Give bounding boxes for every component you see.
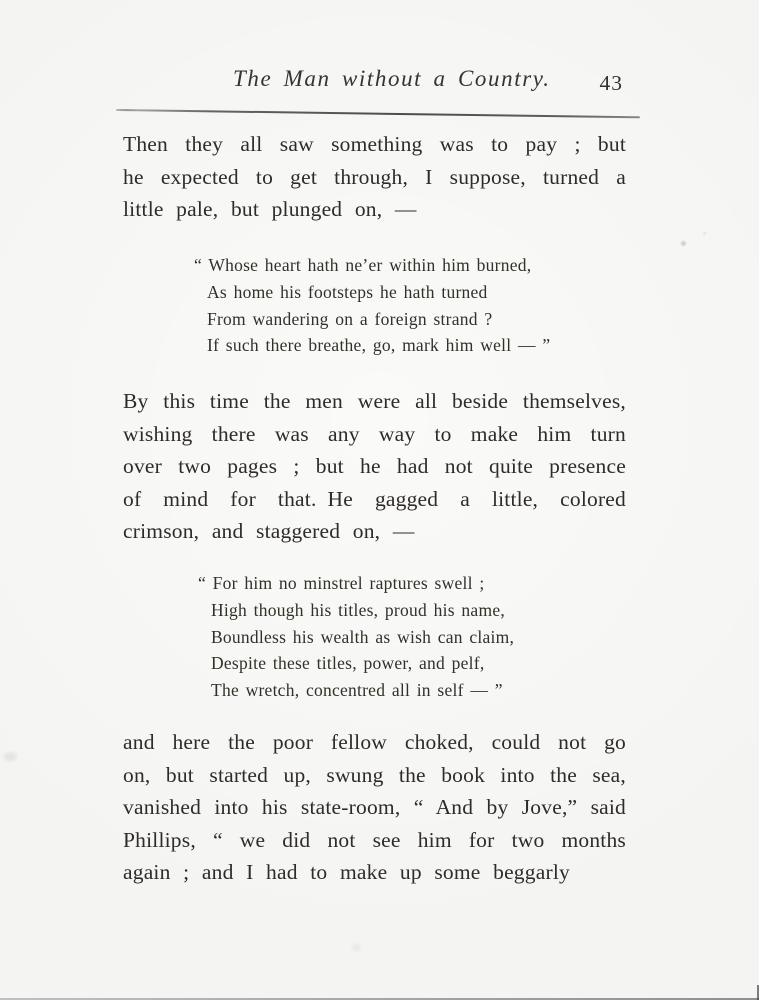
running-title: The Man without a Country. <box>233 66 551 91</box>
text-line: The wretch, concentred all in self — ” <box>211 680 503 701</box>
text-line: Boundless his wealth as wish can claim, <box>211 626 515 647</box>
paragraph <box>123 128 626 226</box>
page-content <box>123 0 626 1000</box>
text-line: “ For him no minstrel raptures swell ; <box>198 573 485 593</box>
text-line: Then they all saw something was to pay ; but <box>123 132 626 156</box>
text-line: crimson, and staggered on, — <box>123 519 415 544</box>
paragraph <box>123 385 626 548</box>
text-line: Despite these titles, power, and pelf, <box>211 653 485 674</box>
scan-speck <box>4 752 17 761</box>
text-line: little pale, but plunged on, — <box>123 197 417 222</box>
text-line: If such there breathe, go, mark him well — ” <box>207 335 551 356</box>
text-line: By this time the men were all beside themselves, <box>123 389 626 413</box>
scan-speck <box>681 241 686 246</box>
scan-speck <box>703 232 706 235</box>
text-line: on, but started up, swung the book into the sea, <box>123 762 626 787</box>
text-line: he expected to get through, I suppose, turned a <box>123 164 626 189</box>
text-line: vanished into his state-room, “ And by Jove,” said <box>123 795 626 820</box>
scan-speck <box>352 944 361 951</box>
text-line: Phillips, “ we did not see him for two months <box>123 827 626 852</box>
text-line: High though his titles, proud his name, <box>211 599 505 620</box>
paragraph <box>123 726 626 889</box>
page-number: 43 <box>599 71 623 95</box>
verse-stanza <box>194 252 550 359</box>
text-line: From wandering on a foreign strand ? <box>207 308 493 329</box>
verse-stanza <box>198 570 514 704</box>
text-line: of mind for that. He gagged a little, colored <box>123 486 626 511</box>
text-line: As home his footsteps he hath turned <box>207 281 488 302</box>
text-line: “ Whose heart hath ne’er within him burned, <box>194 255 532 275</box>
text-line: again ; and I had to make up some beggarly <box>123 860 570 885</box>
text-line: wishing there was any way to make him turn <box>123 421 626 446</box>
text-line: and here the poor fellow choked, could not go <box>123 730 626 754</box>
text-line: over two pages ; but he had not quite presence <box>123 454 626 479</box>
